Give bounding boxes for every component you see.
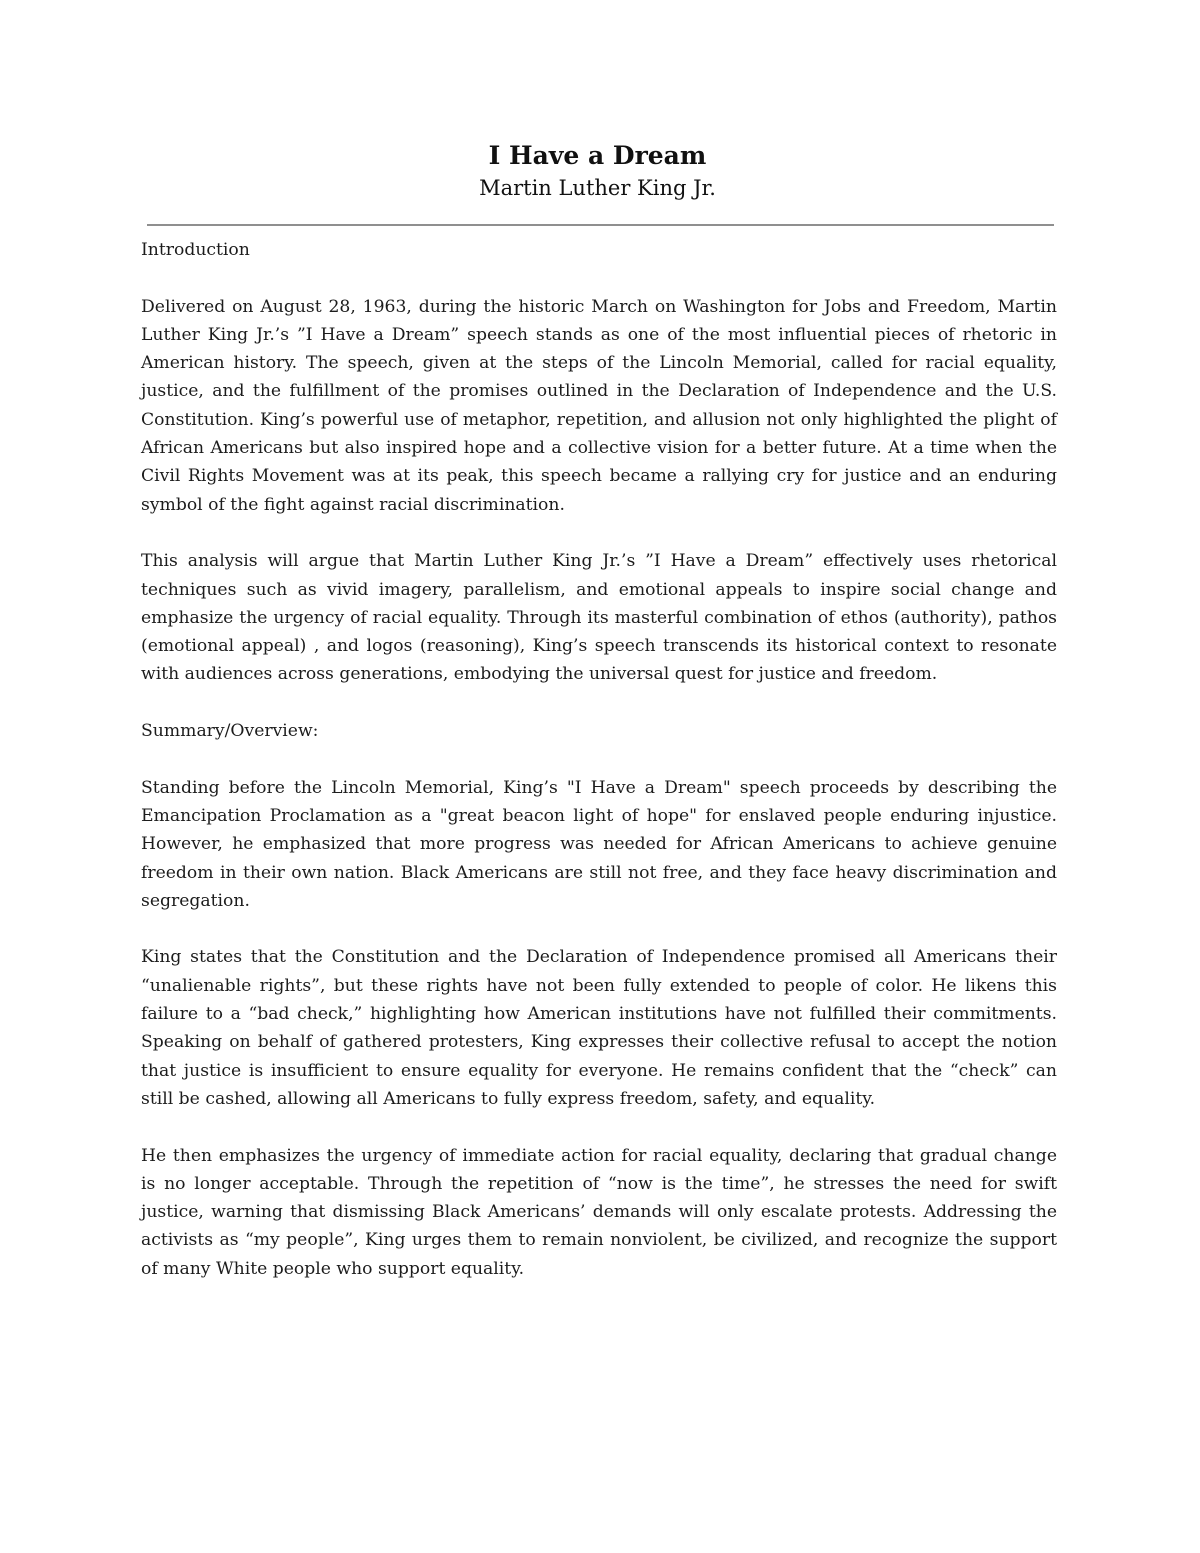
document-body <box>141 236 1057 1311</box>
header-divider <box>147 224 1054 226</box>
introduction-paragraph-2: This analysis will argue that Martin Luther King Jr.’s ”I Have a Dream” effectively uses rhetorical techniques such as vivid imagery, parallelism, and emotional appeals to inspire social change and emphasize the urgency of racial equality. Through its masterful combination of ethos (authority), pathos (emotional appeal) , and logos (reasoning), King’s speech transcends its historical context to resonate with audiences across generations, embodying the universal quest for justice and freedom. <box>141 551 1057 685</box>
summary-paragraph-3: He then emphasizes the urgency of immediate action for racial equality, declaring that gradual change is no longer acceptable. Through the repetition of “now is the time”, he stresses the need for swift justice, warning that dismissing Black Americans’ demands will only escalate protests. Addressing the activists as “my people”, King urges them to remain nonviolent, be civilized, and recognize the support of many White people who support equality. <box>141 1145 1057 1279</box>
summary-paragraph-2: King states that the Constitution and the Declaration of Independence promised all Americans their “unalienable rights”, but these rights have not been fully extended to people of color. He likens this failure to a “bad check,” highlighting how American institutions have not fulfilled their commitments. Speaking on behalf of gathered protesters, King expresses their collective refusal to accept the notion that justice is insufficient to ensure equality for everyone. He remains confident that the “check” can still be cashed, allowing all Americans to fully express freedom, safety, and equality. <box>141 947 1057 1109</box>
document-title: I Have a Dream <box>488 141 707 170</box>
document-author: Martin Luther King Jr. <box>479 176 716 200</box>
summary-heading: Summary/Overview: <box>141 721 319 742</box>
document-header <box>140 140 1055 204</box>
summary-paragraph-1: Standing before the Lincoln Memorial, King’s "I Have a Dream" speech proceeds by describing the Emancipation Proclamation as a "great beacon light of hope" for enslaved people enduring injustice. However, he emphasized that more progress was needed for African Americans to achieve genuine freedom in their own nation. Black Americans are still not free, and they face heavy discrimination and segregation. <box>141 777 1057 911</box>
introduction-paragraph-1: Delivered on August 28, 1963, during the historic March on Washington for Jobs and Freedom, Martin Luther King Jr.’s ”I Have a Dream” speech stands as one of the most influential pieces of rhetoric in American history. The speech, given at the steps of the Lincoln Memorial, called for racial equality, justice, and the fulfillment of the promises outlined in the Declaration of Independence and the U.S. Constitution. King’s powerful use of metaphor, repetition, and allusion not only highlighted the plight of African Americans but also inspired hope and a collective vision for a better future. At a time when the Civil Rights Movement was at its peak, this speech became a rallying cry for justice and an enduring symbol of the fight against racial discrimination. <box>141 296 1057 515</box>
introduction-heading: Introduction <box>141 240 250 260</box>
